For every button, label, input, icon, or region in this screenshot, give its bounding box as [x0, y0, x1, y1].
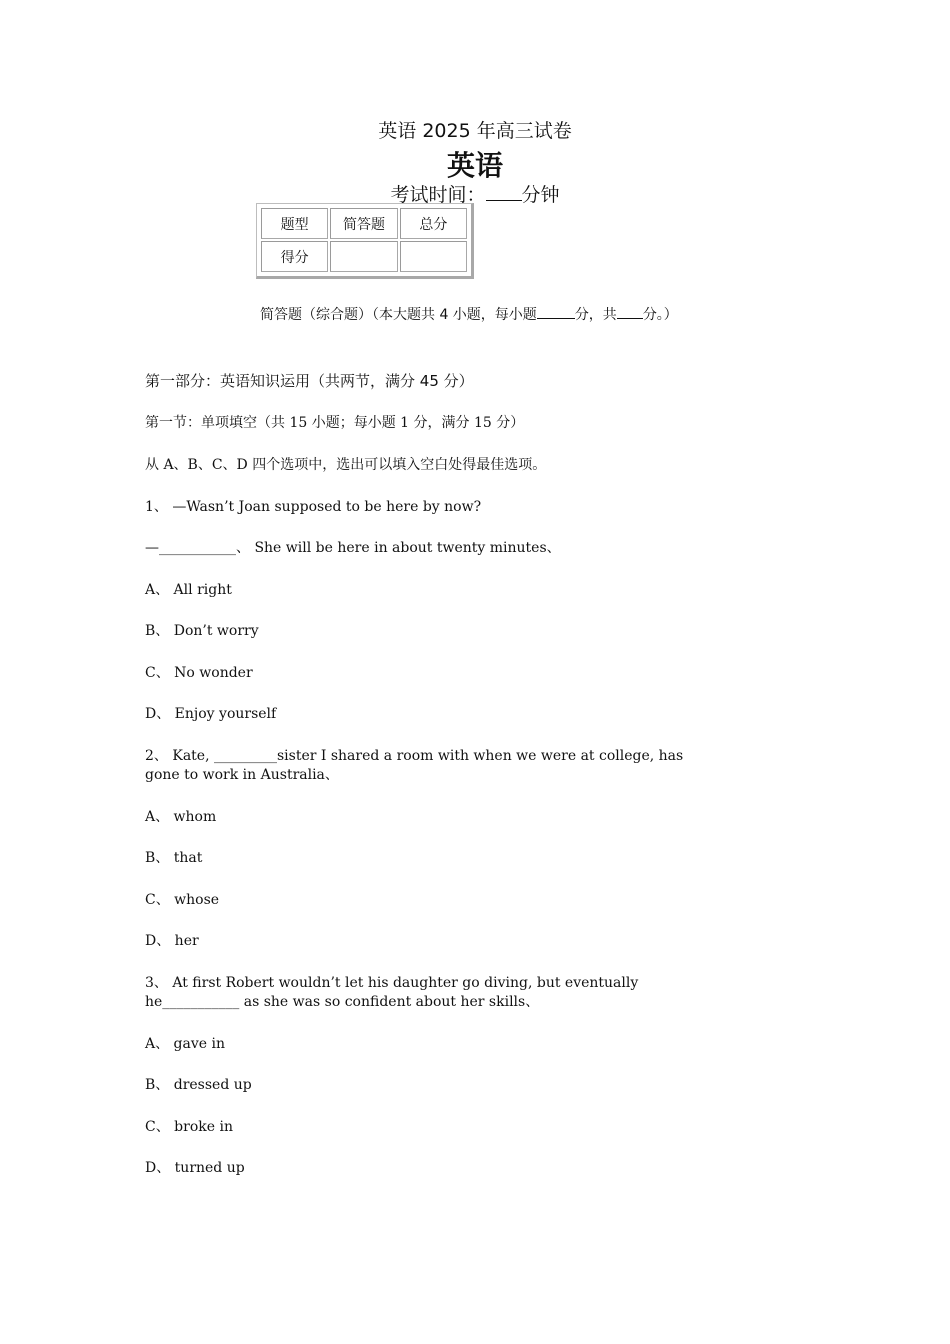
points-each-blank	[537, 305, 575, 319]
question-2-option-d: D、 her	[145, 933, 199, 949]
question-1-answer-line: —___________、 She will be here in about twenty minutes、	[145, 540, 561, 556]
exam-time-unit: 分钟	[521, 184, 560, 206]
question-2-option-b: B、 that	[145, 850, 203, 866]
question-1-option-a: A、 All right	[145, 582, 232, 598]
section-note-mid: 分，共	[574, 307, 617, 323]
score-table	[256, 203, 474, 279]
score-table-row-label: 得分	[261, 241, 328, 272]
question-1-option-b: B、 Don’t worry	[145, 623, 259, 639]
question-1-stem: 1、 —Wasn’t Joan supposed to be here by now?	[145, 499, 482, 515]
section-note-prefix: 简答题（综合题）（本大题共 4 小题，每小题	[260, 307, 537, 323]
question-1-option-c: C、 No wonder	[145, 665, 253, 681]
instruction: 从 A、B、C、D 四个选项中，选出可以填入空白处得最佳选项。	[145, 457, 547, 473]
question-2-stem: 2、 Kate, _________sister I shared a room with when we were at college, has	[145, 748, 684, 764]
exam-time	[0, 180, 950, 207]
exam-time-blank	[486, 184, 522, 201]
question-2-option-c: C、 whose	[145, 892, 220, 908]
question-3-stem: 3、 At first Robert wouldn’t let his daughter go diving, but eventually	[145, 975, 639, 991]
question-3-option-d: D、 turned up	[145, 1160, 245, 1176]
subject-title: 英语	[446, 149, 503, 182]
score-table-header-short-answer: 简答题	[330, 208, 397, 239]
score-table-header-type: 题型	[261, 208, 328, 239]
question-2-option-a: A、 whom	[145, 809, 217, 825]
score-cell-total	[400, 241, 467, 272]
section-note-suffix: 分。）	[642, 307, 678, 323]
part-title: 第一部分：英语知识运用（共两节，满分 45 分）	[145, 372, 474, 390]
points-total-blank	[617, 305, 643, 319]
question-3-option-c: C、 broke in	[145, 1119, 233, 1135]
score-cell-short-answer	[330, 241, 397, 272]
section-title: 第一节：单项填空（共 15 小题；每小题 1 分，满分 15 分）	[145, 415, 525, 431]
question-2-stem-cont: gone to work in Australia、	[145, 767, 339, 783]
score-table-header-total: 总分	[400, 208, 467, 239]
question-3-option-a: A、 gave in	[145, 1036, 226, 1052]
document-header: 英语 2025 年高三试卷	[378, 120, 572, 142]
exam-time-label: 考试时间：	[390, 184, 486, 206]
question-3-stem-cont: he___________ as she was so confident about her skills、	[145, 994, 540, 1010]
question-3-option-b: B、 dressed up	[145, 1077, 252, 1093]
section-note	[260, 304, 678, 324]
question-1-option-d: D、 Enjoy yourself	[145, 706, 277, 722]
